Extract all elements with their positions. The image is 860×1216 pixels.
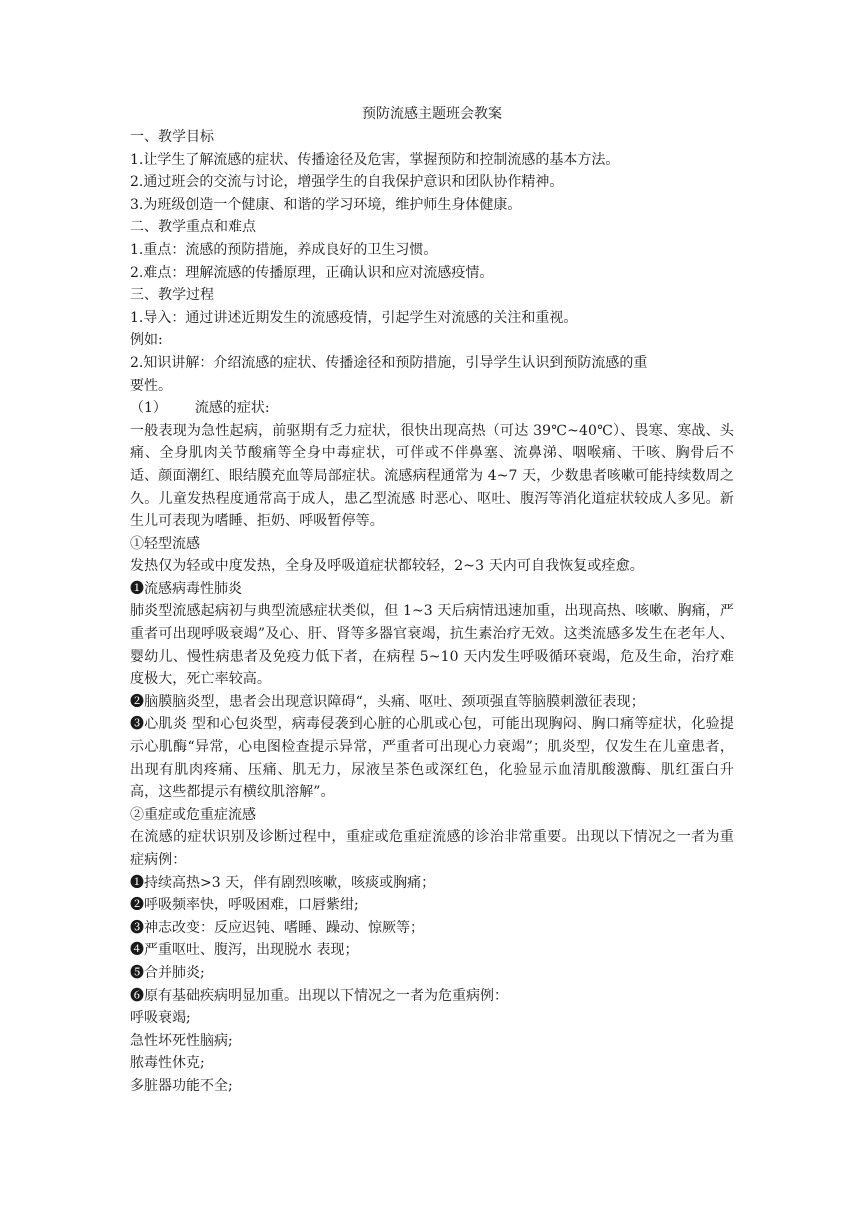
severe-item: ❹严重呕吐、腹泻，出现脱水 表现； — [130, 942, 359, 959]
document-title: 预防流感主题班会教案 — [362, 106, 502, 122]
document-page — [130, 104, 734, 1098]
critical-item: 脓毒性休克; — [130, 1055, 205, 1072]
section-heading-process: 三、教学过程 — [130, 287, 214, 304]
critical-item: 急性坏死性脑病; — [130, 1032, 233, 1049]
objective-item: 2.通过班会的交流与讨论，增强学生的自我保护意识和团队协作精神。 — [130, 174, 564, 191]
critical-item: 多脏器功能不全; — [130, 1077, 233, 1094]
objective-item: 1.让学生了解流感的症状、传播途径及危害，掌握预防和控制流感的基本方法。 — [130, 151, 620, 168]
knowledge-line-2: 要性。 — [130, 377, 172, 394]
mild-flu-paragraph: 发热仅为轻或中度发热，全身及呼吸道症状都较轻，2~3 天内可自我恢复或痊愈。 — [130, 558, 644, 575]
subsection-title: 流感的症状: — [194, 400, 270, 417]
process-intro: 1.导入：通过讲述近期发生的流感疫情，引起学生对流感的关注和重视。 — [130, 309, 578, 326]
section-heading-objectives: 一、教学目标 — [130, 129, 214, 145]
severe-flu-paragraph: 在流感的症状识别及诊断过程中，重症或危重症流感的诊治非常重要。出现以下情况之一者为重症病例： — [130, 829, 734, 868]
severe-item: ❷呼吸频率快，呼吸困难，口唇紫绀; — [130, 897, 359, 914]
knowledge-line-1: 2.知识讲解：介绍流感的症状、传播途径和预防措施，引导学生认识到预防流感的重 — [130, 354, 648, 371]
meningitis-paragraph: ❷脑膜脑炎型，患者会出现意识障碍“，头痛、呕吐、颈项强直等脑膜刺激征表现； — [130, 693, 645, 710]
severe-item: ❻原有基础疾病明显加重。出现以下情况之一者为危重病例： — [130, 987, 508, 1004]
section-heading-focus: 二、教学重点和难点 — [130, 219, 256, 236]
severe-item: ❸神志改变：反应迟钝、嗜睡、躁动、惊厥等； — [130, 919, 424, 936]
critical-item: 呼吸衰竭; — [130, 1010, 191, 1027]
severe-item: ❶持续高热>3 天，伴有剧烈咳嗽，咳痰或胸痛； — [130, 874, 436, 891]
viral-pneumonia-heading: ❶流感病毒性肺炎 — [130, 580, 242, 597]
focus-item: 1.重点：流感的预防措施，养成良好的卫生习惯。 — [130, 241, 438, 258]
severe-flu-heading: ②重症或危重症流感 — [130, 806, 256, 823]
focus-item: 2.难点：理解流感的传播原理，正确认识和应对流感疫情。 — [130, 264, 494, 281]
severe-item: ❺合并肺炎; — [130, 964, 205, 981]
subsection-symptoms-heading — [130, 397, 734, 420]
objective-item: 3.为班级创造一个健康、和谐的学习环境，维护师生身体健康。 — [130, 196, 522, 213]
mild-flu-heading: ①轻型流感 — [130, 535, 200, 552]
subsection-number: （1） — [130, 400, 167, 417]
process-example-label: 例如: — [130, 332, 163, 349]
myocarditis-paragraph: ❸心肌炎 型和心包炎型，病毒侵袭到心脏的心肌或心包，可能出现胸闷、胸口痛等症状，化验提示心肌酶“异常，心电图检查提示异常，严重者可出现心力衰竭”；肌炎型，仅发生在儿童患者，出现有肌肉疼痛、压痛、肌无力，尿液呈茶色或深红色，化验显示血清肌酸激酶、肌红蛋白升高，这些都提示有横纹肌溶解”。 — [130, 716, 734, 801]
symptoms-paragraph: 一般表现为急性起病，前驱期有乏力症状，很快出现高热（可达 39℃~40℃）、畏寒、寒战、头痛、全身肌肉关节酸痛等全身中毒症状，可伴或不伴鼻塞、流鼻涕、咽喉痛、干咳、胸骨后不适、颜面潮红、眼结膜充血等局部症状。流感病程通常为 4~7 天，少数患者咳嗽可能持续数周之久。儿童发热程度通常高于成人，患乙型流感 时恶心、呕吐、腹泻等消化道症状较成人多见。新生儿可表现为嗜睡、拒奶、呼吸暂停等。 — [130, 422, 734, 530]
viral-pneumonia-paragraph: 肺炎型流感起病初与典型流感症状类似，但 1~3 天后病情迅速加重，出现高热、咳嗽、胸痛，严重者可出现呼吸衰竭”及心、肝、肾等多器官衰竭，抗生素治疗无效。这类流感多发生在老年人、婴幼儿、慢性病患者及免疫力低下者，在病程 5~10 天内发生呼吸循环衰竭，危及生命，治疗难度极大，死亡率较高。 — [130, 603, 734, 688]
